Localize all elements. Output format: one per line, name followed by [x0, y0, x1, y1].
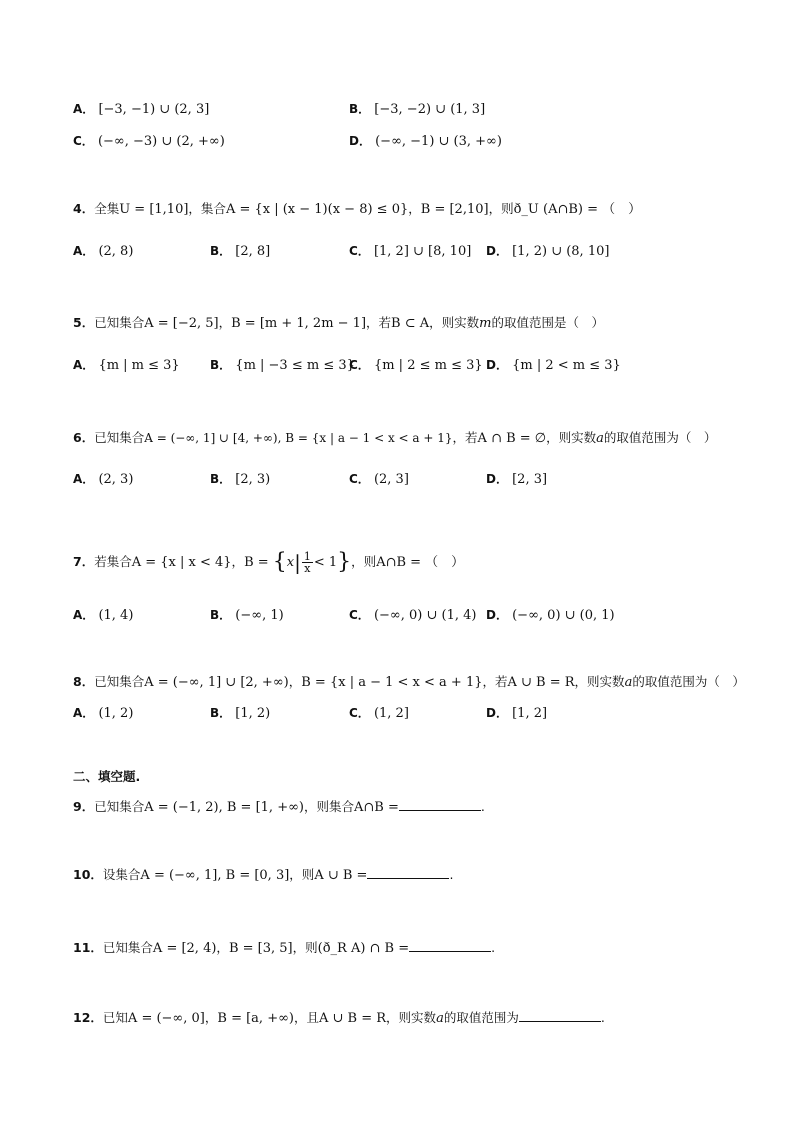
question-text: ，则集合 — [303, 799, 354, 814]
period: . — [449, 867, 454, 882]
question-number: 8． — [73, 674, 95, 689]
option-label: B． — [210, 472, 232, 486]
option-text: (−∞, 0) ∪ (0, 1) — [512, 608, 615, 623]
option-label: D． — [486, 244, 508, 258]
question-8 — [73, 673, 745, 692]
option-text: (−∞, −3) ∪ (2, +∞) — [97, 134, 225, 149]
option-text: {m | 2 < m ≤ 3} — [512, 358, 621, 373]
q5-option-d — [486, 356, 621, 375]
question-text: 全集 — [94, 201, 120, 216]
math-var: x — [286, 555, 295, 570]
question-5 — [73, 314, 604, 333]
question-text: 若集合 — [94, 554, 132, 569]
option-label: C． — [349, 706, 370, 720]
bar-divider: | — [294, 550, 301, 575]
option-text: [−3, −2) ∪ (1, 3] — [374, 102, 486, 117]
option-text: [2, 8] — [235, 244, 271, 259]
q5-option-c — [349, 356, 483, 375]
option-label: D． — [486, 358, 508, 372]
option-text: (2, 3] — [373, 472, 409, 487]
question-number: 7． — [73, 554, 95, 569]
question-text: ， — [204, 1010, 218, 1025]
answer-blank[interactable] — [409, 939, 491, 952]
q7-option-a — [73, 606, 133, 625]
option-label: B． — [349, 102, 371, 116]
option-label: A． — [73, 472, 95, 486]
answer-blank[interactable] — [399, 798, 481, 811]
brace-open: { — [272, 549, 287, 575]
option-text: [2, 3) — [235, 472, 271, 487]
option-text: (−∞, 1) — [235, 608, 284, 623]
math-expr: A ∪ B = — [314, 868, 368, 883]
question-9 — [73, 798, 485, 817]
period: . — [480, 799, 485, 814]
option-label: A． — [73, 358, 95, 372]
brace-close: } — [337, 549, 352, 575]
math-expr: A = (−∞, 0] — [127, 1011, 205, 1026]
question-text: ，则实数 — [386, 1010, 437, 1025]
math-expr: B ⊂ A — [391, 316, 430, 331]
option-text: [1, 2) ∪ (8, 10] — [512, 244, 610, 259]
option-text: {m | −3 ≤ m ≤ 3} — [235, 358, 355, 373]
question-text: 已知集合 — [94, 315, 145, 330]
question-12 — [73, 1009, 605, 1028]
option-text: [−3, −1) ∪ (2, 3] — [98, 102, 210, 117]
period: . — [491, 940, 496, 955]
option-label: A． — [73, 244, 95, 258]
q4-option-d — [486, 242, 609, 261]
question-text: 设集合 — [102, 867, 141, 882]
option-label: C． — [349, 472, 370, 486]
question-text: ， — [408, 201, 421, 216]
question-6 — [73, 429, 716, 448]
math-expr: B = [3, 5] — [228, 941, 293, 956]
option-label: B． — [210, 358, 232, 372]
math-expr: (ð_R A) ∩ B = — [317, 941, 410, 956]
question-text: 已知集合 — [94, 799, 145, 814]
question-text: ，若 — [452, 430, 478, 445]
option-text: (1, 2] — [373, 706, 409, 721]
question-text: ，则 — [289, 867, 315, 882]
math-expr: m — [479, 316, 492, 331]
math-expr: A = (−∞, 1] ∪ [2, +∞) — [144, 675, 289, 690]
q3-option-d — [349, 132, 502, 151]
math-expr: U = [1,10] — [119, 202, 189, 217]
math-expr: A ∩ B = ∅ — [477, 431, 547, 446]
q6-option-c — [349, 470, 409, 489]
option-label: C． — [73, 134, 94, 148]
question-text: ，则实数 — [546, 430, 597, 445]
math-expr: A = (−1, 2), B = [1, +∞) — [144, 800, 304, 815]
math-expr: a — [436, 1011, 444, 1026]
q6-option-a — [73, 470, 133, 489]
math-expr: A = (−∞, 1], B = [0, 3] — [140, 868, 290, 883]
math-expr: a — [596, 431, 604, 446]
option-text: [1, 2) — [235, 706, 271, 721]
question-text: ， — [218, 315, 232, 330]
q4-option-c — [349, 242, 471, 261]
question-text: ，则实数 — [574, 674, 625, 689]
q4-option-a — [73, 242, 133, 261]
q3-option-c — [73, 132, 225, 151]
question-number: 5． — [73, 315, 95, 330]
option-label: A． — [73, 102, 95, 116]
question-number: 10． — [73, 867, 103, 882]
answer-blank[interactable] — [519, 1009, 601, 1022]
math-expr: A = (−∞, 1] ∪ [4, +∞), B = {x | a − 1 < x < a + 1} — [144, 431, 453, 445]
fraction-denominator: x — [304, 562, 311, 575]
question-text: ，则 — [488, 201, 514, 216]
section-heading: 二、填空题. — [73, 769, 141, 784]
option-text: (−∞, 0) ∪ (1, 4) — [373, 608, 477, 623]
q3-option-b — [349, 100, 485, 119]
math-expr: B = — [244, 555, 269, 570]
option-text: {m | 2 ≤ m ≤ 3} — [373, 358, 483, 373]
fraction-numerator: 1 — [303, 550, 311, 563]
question-text: ， — [288, 674, 302, 689]
option-label: A． — [73, 608, 95, 622]
option-text: [1, 2] ∪ [8, 10] — [373, 244, 472, 259]
q8-option-a — [73, 704, 133, 723]
math-expr: ð_U (A∩B) = （ ） — [513, 202, 642, 217]
math-expr: A∩B = （ ） — [376, 555, 465, 570]
question-text: 的取值范围为（ ） — [632, 674, 745, 689]
math-expr: B = [2,10] — [420, 202, 489, 217]
math-expr: B = [a, +∞) — [217, 1011, 294, 1026]
question-text: ，且 — [293, 1010, 319, 1025]
question-text: ， — [231, 554, 245, 569]
question-text: 的取值范围为 — [443, 1010, 519, 1025]
option-label: D． — [486, 706, 508, 720]
math-expr: B = {x | a − 1 < x < a + 1} — [301, 675, 483, 690]
option-text: [2, 3] — [512, 472, 548, 487]
question-text: ，则 — [351, 554, 377, 569]
question-text: 的取值范围是（ ） — [491, 315, 605, 330]
q7-option-d — [486, 606, 615, 625]
option-text: [1, 2] — [512, 706, 548, 721]
math-expr: B = [m + 1, 2m − 1] — [231, 316, 367, 331]
math-expr: A∩B = — [354, 800, 399, 815]
q5-option-a — [73, 356, 180, 375]
q5-option-b — [210, 356, 355, 375]
q3-option-a — [73, 100, 209, 119]
option-text: (1, 2) — [98, 706, 134, 721]
question-text: 已知集合 — [94, 674, 145, 689]
option-text: (2, 8) — [98, 244, 134, 259]
question-number: 4． — [73, 201, 95, 216]
question-number: 11． — [73, 940, 103, 955]
option-text: (1, 4) — [98, 608, 134, 623]
option-text: {m | m ≤ 3} — [98, 358, 180, 373]
question-number: 9． — [73, 799, 95, 814]
question-10 — [73, 866, 453, 885]
q6-option-d — [486, 470, 547, 489]
option-label: C． — [349, 358, 370, 372]
option-label: B． — [210, 244, 232, 258]
question-text: 已知集合 — [94, 430, 145, 445]
math-expr: A = {x | x < 4} — [131, 555, 232, 570]
question-text: ，集合 — [188, 201, 226, 216]
question-4 — [73, 200, 641, 219]
question-text: 已知 — [102, 1010, 128, 1025]
math-expr: A = [−2, 5] — [144, 316, 219, 331]
q6-option-b — [210, 470, 270, 489]
q8-option-d — [486, 704, 547, 723]
option-label: B． — [210, 706, 232, 720]
answer-blank[interactable] — [367, 866, 449, 879]
question-text: 的取值范围为（ ） — [603, 430, 717, 445]
question-11 — [73, 939, 495, 958]
q7-option-c — [349, 606, 476, 625]
question-number: 12． — [73, 1010, 103, 1025]
period: . — [600, 1010, 605, 1025]
math-expr: a — [624, 675, 633, 690]
option-label: B． — [210, 608, 232, 622]
question-7 — [73, 548, 464, 577]
q8-option-c — [349, 704, 409, 723]
q7-option-b — [210, 606, 284, 625]
option-label: C． — [349, 244, 370, 258]
question-text: 已知集合 — [102, 940, 153, 955]
option-label: D． — [486, 472, 508, 486]
math-expr: A ∪ B = R — [319, 1011, 387, 1026]
option-label: D． — [486, 608, 508, 622]
question-text: ， — [216, 940, 229, 955]
question-number: 6． — [73, 430, 95, 445]
option-text: (−∞, −1) ∪ (3, +∞) — [375, 134, 502, 149]
math-expr: A = {x | (x − 1)(x − 8) ≤ 0} — [225, 202, 409, 217]
option-text: (2, 3) — [98, 472, 134, 487]
option-label: C． — [349, 608, 370, 622]
question-text: ，则实数 — [429, 315, 480, 330]
q8-option-b — [210, 704, 270, 723]
fraction — [302, 551, 313, 574]
question-text: ，若 — [366, 315, 392, 330]
q4-option-b — [210, 242, 270, 261]
option-label: D． — [349, 134, 371, 148]
question-text: ，则 — [292, 940, 318, 955]
math-expr: A = [2, 4) — [152, 941, 217, 956]
math-expr: < 1 — [313, 555, 338, 570]
math-expr: A ∪ B = R — [507, 675, 575, 690]
question-text: ，若 — [482, 674, 508, 689]
option-label: A． — [73, 706, 95, 720]
